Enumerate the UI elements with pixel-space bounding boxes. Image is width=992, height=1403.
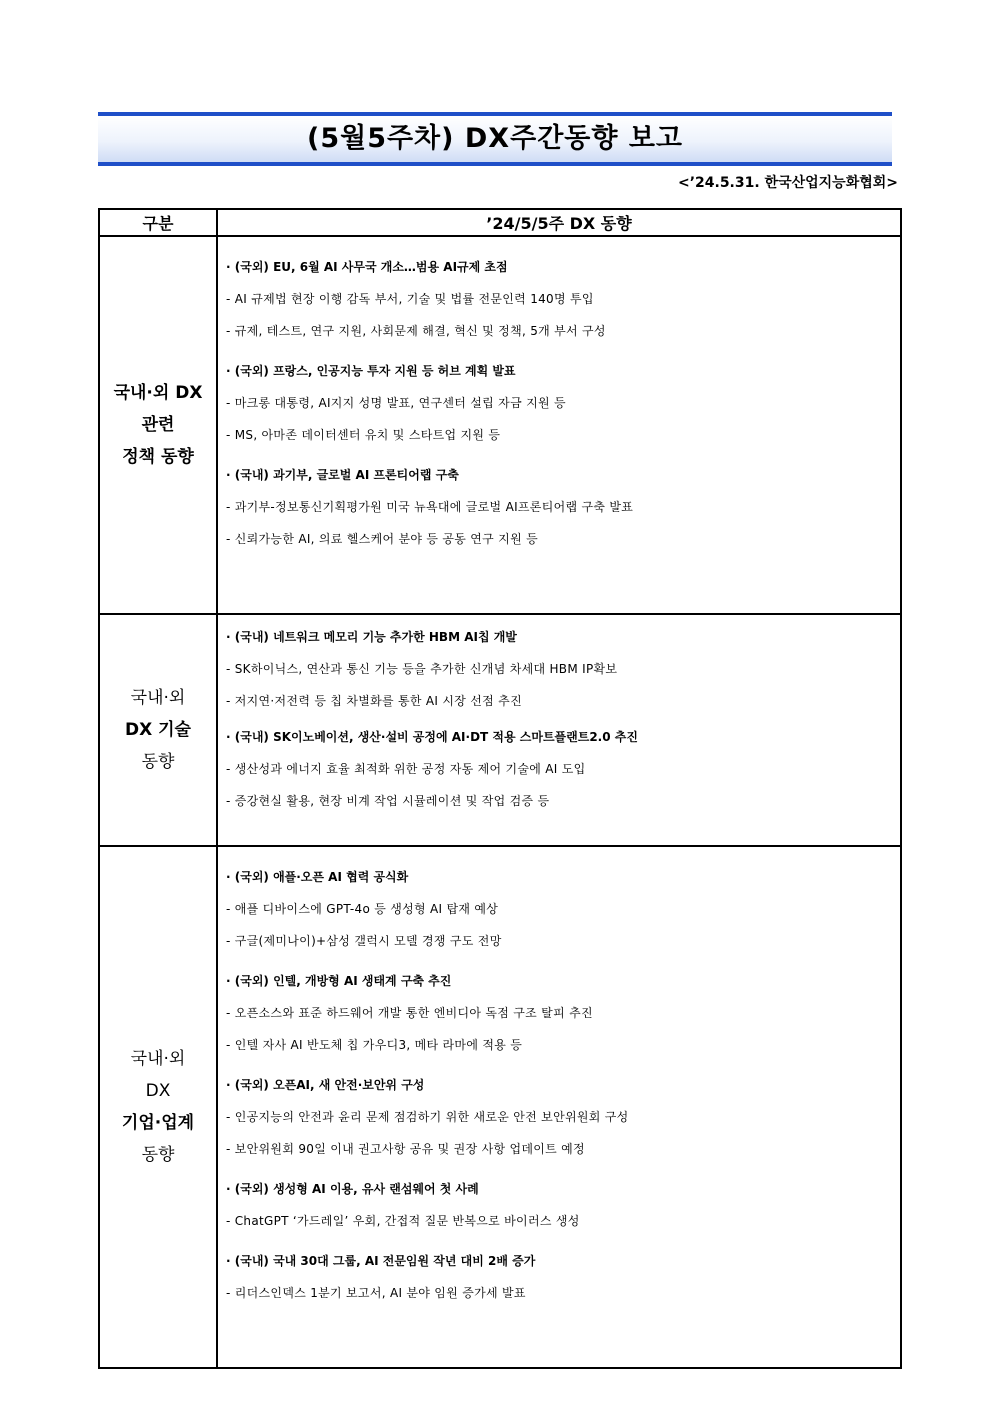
news-heading: · (국외) 애플·오픈 AI 협력 공식화 xyxy=(226,870,409,884)
news-group xyxy=(226,355,900,451)
news-item: - SK하이닉스, 연산과 통신 기능 등을 추가한 신개념 차세대 HBM IP확보 xyxy=(226,662,618,676)
table-header-row xyxy=(99,209,901,236)
news-group xyxy=(226,459,900,555)
category-line: 동향 xyxy=(141,752,175,772)
news-item: - 인텔 자사 AI 반도체 칩 가우디3, 메타 라마에 적용 등 xyxy=(226,1038,523,1052)
category-line: 기업·업계 xyxy=(121,1113,195,1133)
news-item: - 보안위원회 90일 이내 권고사항 공유 및 권장 사항 업데이트 예정 xyxy=(226,1142,585,1156)
news-item: - 애플 디바이스에 GPT-4o 등 생성형 AI 탑재 예상 xyxy=(226,902,499,916)
news-item: - 인공지능의 안전과 윤리 문제 점검하기 위한 새로운 안전 보안위원회 구성 xyxy=(226,1110,629,1124)
news-item: - 과기부-정보통신기획평가원 미국 뉴욕대에 글로벌 AI프론티어랩 구축 발표 xyxy=(226,500,634,514)
category-line: DX xyxy=(145,1081,171,1101)
news-item: - 규제, 테스트, 연구 지원, 사회문제 해결, 혁신 및 정책, 5개 부서 구성 xyxy=(226,324,606,338)
news-heading: · (국외) 인텔, 개방형 AI 생태계 구축 추진 xyxy=(226,974,452,988)
news-item: - 저지연·저전력 등 칩 차별화를 통한 AI 시장 선점 추진 xyxy=(226,694,522,708)
news-group xyxy=(226,621,900,717)
category-line: 정책 동향 xyxy=(122,447,194,467)
trend-table xyxy=(98,208,902,1369)
news-heading: · (국내) SK이노베이션, 생산·설비 공정에 AI·DT 적용 스마트플랜트2.0 추진 xyxy=(226,730,638,744)
news-item: - 구글(제미나이)+삼성 갤럭시 모델 경쟁 구도 전망 xyxy=(226,934,502,948)
news-heading: · (국내) 국내 30대 그룹, AI 전문임원 작년 대비 2배 증가 xyxy=(226,1254,536,1268)
header-category: 구분 xyxy=(99,209,217,236)
title-bottom-rule xyxy=(98,162,892,166)
news-heading: · (국내) 네트워크 메모리 기능 추가한 HBM AI칩 개발 xyxy=(226,630,517,644)
news-item: - 증강현실 활용, 현장 비계 작업 시뮬레이션 및 작업 검증 등 xyxy=(226,794,550,808)
news-item: - 리더스인덱스 1분기 보고서, AI 분야 임원 증가세 발표 xyxy=(226,1286,526,1300)
category-cell xyxy=(99,846,217,1368)
news-heading: · (국외) 오픈AI, 새 안전·보안위 구성 xyxy=(226,1078,425,1092)
news-item: - 마크롱 대통령, AI지지 성명 발표, 연구센터 설립 자금 지원 등 xyxy=(226,396,566,410)
news-group xyxy=(226,1245,900,1309)
news-item: - MS, 아마존 데이터센터 유치 및 스타트업 지원 등 xyxy=(226,428,501,442)
news-group xyxy=(226,861,900,957)
content-cell xyxy=(217,614,901,846)
category-line: 관련 xyxy=(141,415,175,435)
news-heading: · (국외) EU, 6월 AI 사무국 개소…범용 AI규제 초점 xyxy=(226,260,508,274)
news-item: - AI 규제법 현장 이행 감독 부서, 기술 및 법률 전문인력 140명 투입 xyxy=(226,292,594,306)
category-line: 국내·외 xyxy=(130,688,186,708)
news-group xyxy=(226,965,900,1061)
header-trends: ’24/5/5주 DX 동향 xyxy=(217,209,901,236)
news-item: - ChatGPT ‘가드레일’ 우회, 간접적 질문 반복으로 바이러스 생성 xyxy=(226,1214,580,1228)
news-item: - 오픈소스와 표준 하드웨어 개발 통한 엔비디아 독점 구조 탈피 추진 xyxy=(226,1006,593,1020)
section-technology xyxy=(99,614,901,846)
category-line: 국내·외 DX xyxy=(113,383,203,403)
category-line: DX 기술 xyxy=(125,720,191,740)
news-heading: · (국외) 프랑스, 인공지능 투자 지원 등 허브 계획 발표 xyxy=(226,364,516,378)
category-cell xyxy=(99,614,217,846)
news-group xyxy=(226,251,900,347)
title-banner xyxy=(98,112,892,166)
content-cell xyxy=(217,236,901,614)
news-group xyxy=(226,1069,900,1165)
page-title: (5월5주차) DX주간동향 보고 xyxy=(306,123,684,154)
category-line: 국내·외 xyxy=(130,1049,186,1069)
news-item: - 생산성과 에너지 효율 최적화 위한 공정 자동 제어 기술에 AI 도입 xyxy=(226,762,586,776)
section-policy xyxy=(99,236,901,614)
source-date-line: <’24.5.31. 한국산업지능화협회> xyxy=(677,175,898,191)
news-item: - 신뢰가능한 AI, 의료 헬스케어 분야 등 공동 연구 지원 등 xyxy=(226,532,538,546)
news-group xyxy=(226,1173,900,1237)
category-line: 동향 xyxy=(141,1145,175,1165)
content-cell xyxy=(217,846,901,1368)
news-heading: · (국외) 생성형 AI 이용, 유사 랜섬웨어 첫 사례 xyxy=(226,1182,479,1196)
category-cell xyxy=(99,236,217,614)
news-group xyxy=(226,721,900,817)
news-heading: · (국내) 과기부, 글로벌 AI 프론티어랩 구축 xyxy=(226,468,459,482)
section-industry xyxy=(99,846,901,1368)
